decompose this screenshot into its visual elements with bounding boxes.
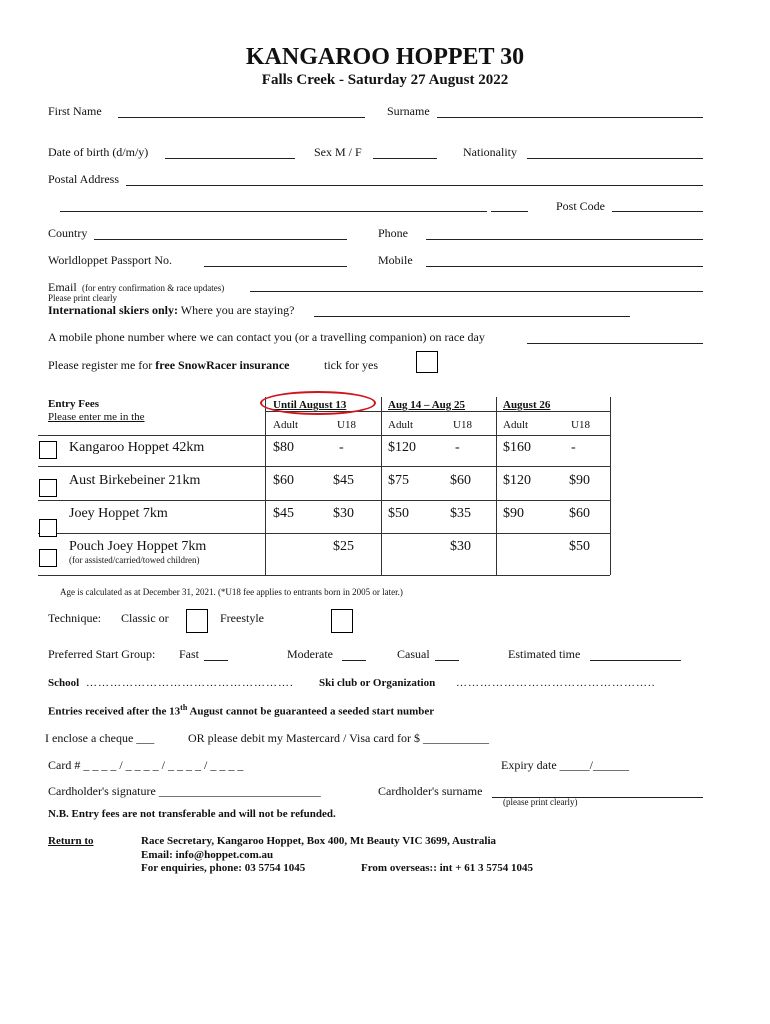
international-skiers-question: Where you are staying? bbox=[178, 303, 295, 317]
return-to-label: Return to bbox=[48, 835, 94, 847]
print-clearly-note: Please print clearly bbox=[48, 293, 117, 303]
price-cell: $30 bbox=[333, 506, 354, 521]
dob-field[interactable] bbox=[165, 158, 295, 159]
postal-address-field[interactable] bbox=[126, 185, 703, 186]
fee-grid-line bbox=[38, 575, 610, 576]
fee-grid-line bbox=[38, 500, 610, 501]
casual-label: Casual bbox=[397, 647, 430, 661]
first-name-label: First Name bbox=[48, 104, 102, 118]
post-code-label: Post Code bbox=[556, 199, 606, 213]
pouch-joey-checkbox[interactable] bbox=[39, 549, 57, 567]
adult-header: Adult bbox=[273, 419, 299, 431]
international-skiers-text bbox=[48, 303, 294, 318]
price-cell: $120 bbox=[388, 440, 416, 455]
price-cell: $80 bbox=[273, 440, 294, 455]
period-aug-26: August 26 bbox=[503, 399, 551, 411]
casual-field[interactable] bbox=[435, 660, 459, 661]
price-cell: $60 bbox=[273, 473, 294, 488]
school-dots[interactable]: ……………………………………………. bbox=[86, 677, 294, 689]
insurance-text bbox=[48, 358, 290, 373]
insurance-checkbox[interactable] bbox=[416, 351, 438, 373]
price-cell: - bbox=[455, 440, 460, 455]
adult-header: Adult bbox=[388, 419, 414, 431]
cardholder-surname-label: Cardholder's surname bbox=[378, 784, 483, 798]
email-field[interactable] bbox=[250, 291, 703, 292]
price-cell: - bbox=[571, 440, 576, 455]
fast-field[interactable] bbox=[204, 660, 228, 661]
u18-header: U18 bbox=[453, 419, 472, 431]
price-cell: $60 bbox=[569, 506, 590, 521]
post-code-field[interactable] bbox=[612, 211, 703, 212]
insurance-pre: Please register me for bbox=[48, 358, 156, 372]
accommodation-field[interactable] bbox=[314, 316, 630, 317]
phone-field[interactable] bbox=[426, 239, 703, 240]
page-subtitle: Falls Creek - Saturday 27 August 2022 bbox=[261, 72, 509, 88]
period-until-aug-13: Until August 13 bbox=[273, 399, 347, 411]
price-cell: $45 bbox=[273, 506, 294, 521]
contact-email: Email: info@hoppet.com.au bbox=[141, 849, 274, 861]
debit-label[interactable]: OR please debit my Mastercard / Visa card for $ ___________ bbox=[188, 731, 489, 745]
passport-label: Worldloppet Passport No. bbox=[48, 253, 173, 267]
moderate-label: Moderate bbox=[287, 647, 333, 661]
kangaroo-hoppet-checkbox[interactable] bbox=[39, 441, 57, 459]
price-cell: $25 bbox=[333, 539, 354, 554]
price-cell: $50 bbox=[569, 539, 590, 554]
pouch-joey-note: (for assisted/carried/towed children) bbox=[69, 555, 200, 565]
race-name-aust-birkebeiner: Aust Birkebeiner 21km bbox=[69, 473, 201, 488]
fee-grid-line bbox=[38, 466, 610, 467]
postal-address-label: Postal Address bbox=[48, 172, 120, 186]
classic-checkbox[interactable] bbox=[186, 609, 208, 633]
race-name-joey-hoppet: Joey Hoppet 7km bbox=[69, 506, 168, 521]
mobile-contact-label: A mobile phone number where we can contact you (or a travelling companion) on race day bbox=[48, 330, 485, 344]
price-cell: $120 bbox=[503, 473, 531, 488]
nationality-label: Nationality bbox=[463, 145, 517, 159]
tick-for-yes-label: tick for yes bbox=[324, 358, 378, 372]
price-cell: $35 bbox=[450, 506, 471, 521]
estimated-time-field[interactable] bbox=[590, 660, 681, 661]
sex-label: Sex M / F bbox=[314, 145, 362, 159]
email-label: Email bbox=[48, 280, 77, 294]
fee-grid-line bbox=[381, 397, 382, 575]
sex-field[interactable] bbox=[373, 158, 437, 159]
card-number-field[interactable]: Card # _ _ _ _ / _ _ _ _ / _ _ _ _ / _ _ _ _ bbox=[48, 758, 244, 772]
school-label: School bbox=[48, 677, 80, 689]
first-name-field[interactable] bbox=[118, 117, 365, 118]
fee-grid-line bbox=[265, 397, 266, 575]
enter-me-label: Please enter me in the bbox=[48, 411, 145, 423]
phone-label: Phone bbox=[378, 226, 408, 240]
postal-address-field-2[interactable] bbox=[60, 211, 487, 212]
nationality-field[interactable] bbox=[527, 158, 703, 159]
u18-header: U18 bbox=[571, 419, 590, 431]
u18-header: U18 bbox=[337, 419, 356, 431]
dob-label: Date of birth (d/m/y) bbox=[48, 145, 149, 159]
race-name-kangaroo-hoppet: Kangaroo Hoppet 42km bbox=[69, 440, 205, 455]
adult-header: Adult bbox=[503, 419, 529, 431]
return-address: Race Secretary, Kangaroo Hoppet, Box 400, Mt Beauty VIC 3699, Australia bbox=[141, 835, 497, 847]
postal-address-field-3[interactable] bbox=[491, 211, 528, 212]
late-pre: Entries received after the 13 bbox=[48, 705, 181, 718]
classic-label: Classic or bbox=[121, 611, 169, 625]
international-skiers-bold: International skiers only: bbox=[48, 303, 179, 317]
expiry-date-field[interactable]: Expiry date _____/______ bbox=[501, 758, 629, 772]
estimated-time-label: Estimated time bbox=[508, 647, 581, 661]
price-cell: $30 bbox=[450, 539, 471, 554]
price-cell: $45 bbox=[333, 473, 354, 488]
price-cell: $75 bbox=[388, 473, 409, 488]
surname-field[interactable] bbox=[437, 117, 703, 118]
fee-grid-line bbox=[38, 533, 610, 534]
age-note: Age is calculated as at December 31, 2021. (*U18 fee applies to entrants born in 2005 or later.) bbox=[60, 587, 403, 597]
price-cell: $50 bbox=[388, 506, 409, 521]
price-cell: $90 bbox=[503, 506, 524, 521]
late-post: August cannot be guaranteed a seeded start number bbox=[187, 705, 435, 718]
insurance-bold: free SnowRacer insurance bbox=[155, 358, 290, 372]
aust-birkebeiner-checkbox[interactable] bbox=[39, 479, 57, 497]
entry-fees-heading: Entry Fees bbox=[48, 398, 100, 410]
fast-label: Fast bbox=[179, 647, 200, 661]
country-label: Country bbox=[48, 226, 88, 240]
surname-label: Surname bbox=[387, 104, 430, 118]
start-group-label: Preferred Start Group: bbox=[48, 647, 156, 661]
price-cell: - bbox=[339, 440, 344, 455]
freestyle-checkbox[interactable] bbox=[331, 609, 353, 633]
page-title: KANGAROO HOPPET 30 bbox=[245, 44, 525, 70]
price-cell: $160 bbox=[503, 440, 531, 455]
signature-field[interactable]: Cardholder's signature ___________________________ bbox=[48, 784, 321, 798]
print-clearly-note-2: (please print clearly) bbox=[503, 797, 578, 807]
price-cell: $90 bbox=[569, 473, 590, 488]
mobile-field[interactable] bbox=[426, 266, 703, 267]
club-label: Ski club or Organization bbox=[319, 677, 436, 689]
technique-label: Technique: bbox=[48, 611, 102, 625]
joey-hoppet-checkbox[interactable] bbox=[39, 519, 57, 537]
cheque-label[interactable]: I enclose a cheque ___ bbox=[45, 731, 155, 745]
late-entries-notice bbox=[48, 703, 434, 718]
late-sup: th bbox=[180, 703, 188, 712]
email-note: (for entry confirmation & race updates) bbox=[82, 283, 225, 293]
mobile-contact-field[interactable] bbox=[527, 343, 703, 344]
highlight-ellipse bbox=[260, 391, 376, 415]
freestyle-label: Freestyle bbox=[220, 611, 264, 625]
overseas-phone: From overseas:: int + 61 3 5754 1045 bbox=[361, 862, 533, 874]
enquiries-phone: For enquiries, phone: 03 5754 1045 bbox=[141, 862, 306, 874]
period-aug-14-25: Aug 14 – Aug 25 bbox=[388, 399, 466, 411]
fee-grid-line bbox=[38, 435, 610, 436]
passport-field[interactable] bbox=[204, 266, 347, 267]
fee-grid-line bbox=[496, 397, 497, 575]
moderate-field[interactable] bbox=[342, 660, 366, 661]
price-cell: $60 bbox=[450, 473, 471, 488]
country-field[interactable] bbox=[94, 239, 347, 240]
fee-grid-line bbox=[610, 397, 611, 575]
mobile-label: Mobile bbox=[378, 253, 413, 267]
race-name-pouch-joey: Pouch Joey Hoppet 7km bbox=[69, 539, 207, 554]
nb-notice: N.B. Entry fees are not transferable and will not be refunded. bbox=[48, 808, 336, 820]
club-dots[interactable]: ………………………………………….. bbox=[456, 677, 656, 689]
